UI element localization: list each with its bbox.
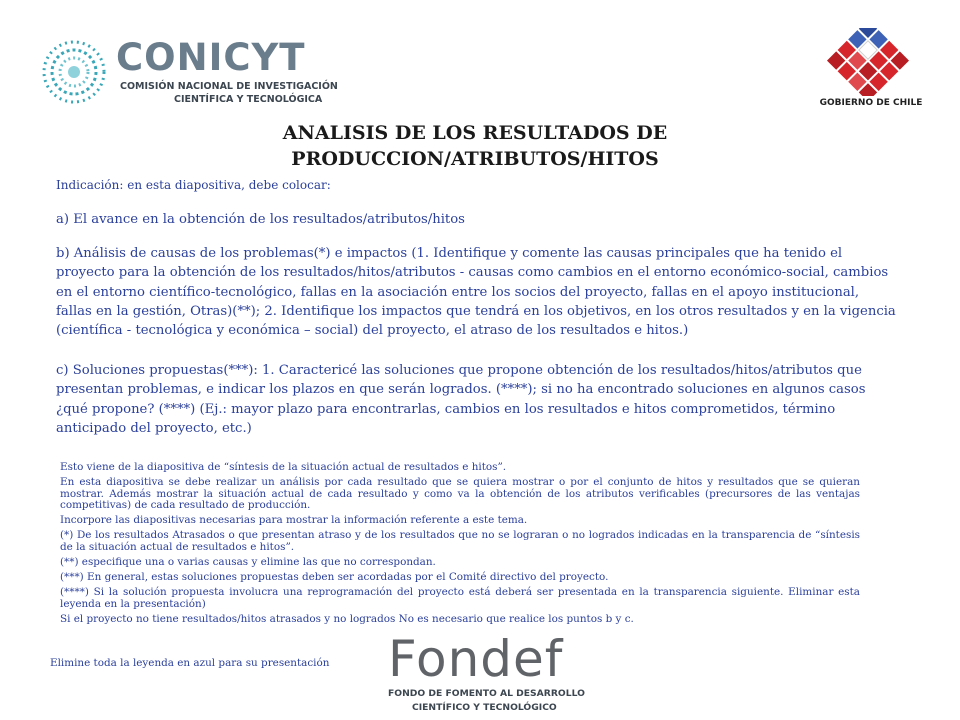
note-text: Esto viene de la diapositiva de “síntesis de la situación actual de resultados e hitos”. [60,461,507,473]
chile-emblem-icon [808,28,928,96]
instruction-paragraph-a: a) El avance en la obtención de los resultados/atributos/hitos [56,212,465,227]
conicyt-logo [36,34,338,110]
note-text: (**) especifique una o varias causas y elimine las que no correspondan. [60,555,436,568]
note-item [50,587,860,610]
note-item [50,557,860,569]
note-item [50,572,860,584]
note-text: (****) Si la solución propuesta involucra una reprogramación del proyecto está deberá ser presentada en la transparencia siguiente. Eliminar esta leyenda en la presentación) [60,586,860,610]
note-item [50,614,860,626]
gobierno-de-chile-text: GOBIERNO DE CHILE [819,98,923,108]
notes-list [50,462,860,629]
conicyt-wordmark: CONICYT [116,36,306,79]
note-text: Si el proyecto no tiene resultados/hitos atrasados y no logrados No es necesario que realice los puntos b y c. [60,612,634,625]
gobierno-de-chile-logo [808,28,928,112]
note-text: (***) En general, estas soluciones propuestas deben ser acordadas por el Comité directivo del proyecto. [60,570,609,583]
note-text: Incorpore las diapositivas necesarias para mostrar la información referente a este tema. [60,514,528,527]
note-item [50,530,860,553]
conicyt-subtitle-2: CIENTÍFICA Y TECNOLÓGICA [174,94,323,105]
fondef-subtitle-2: CIENTÍFICO Y TECNOLÓGICO [412,702,557,713]
title-line-2: PRODUCCION/ATRIBUTOS/HITOS [291,148,659,170]
note-text: En esta diapositiva se debe realizar un análisis por cada resultado que se quiera mostrar o por el conjunto de hitos y resultados que se quieran mostrar. Además mostrar la situación actual de cada resultado y como va la obtención de los atributos verificables (precursores de las ventajas competitivas) de cada resultado de producción. [60,476,860,512]
fondef-logo [384,630,594,718]
title-line-1: ANALISIS DE LOS RESULTADOS DE [282,122,668,144]
instruction-paragraph-c: c) Soluciones propuestas(***): 1. Caractericé las soluciones que propone obtención de los resultados/hitos/atributos que presentan problemas, e indicar los plazos en que serán logrados. (****); si no ha encontrado soluciones en algunos casos ¿qué propone? (****) (Ej.: mayor plazo para encontrarlas, cambios en los resultados e hitos comprometidos, término anticipado del proyecto, etc.) [56,363,866,436]
page-title [150,120,800,172]
instruction-intro: Indicación: en esta diapositiva, debe colocar: [56,178,331,192]
note-item [50,477,860,512]
instruction-paragraph-b: b) Análisis de causas de los problemas(*) e impactos (1. Identifique y comente las causas principales que ha tenido el proyecto para la obtención de los resultados/hitos/atributos - causas como cambios en el entorno económico-social, cambios en el entorno científico-tecnológico, fallas en la asociación entre los socios del proyecto, fallas en el apoyo institucional, fallas en la gestión, Otras)(**); 2. Identifique los impactos que tendrá en los objetivos, en los otros resultados y en la vigencia (científica - tecnológica y económica – social) del proyecto, el atraso de los resultados e hitos.) [56,246,896,339]
conicyt-subtitle-1: COMISIÓN NACIONAL DE INVESTIGACIÓN [120,81,338,92]
fondef-wordmark: Fondef [388,630,564,688]
note-text: (*) De los resultados Atrasados o que presentan atraso y de los resultados que no se lograran o no logrados indicadas en la transparencia de “síntesis de la situación actual de resultados e hitos”. [60,529,860,553]
note-item [50,462,860,474]
note-remove-legend: Elimine toda la leyenda en azul para su presentación [50,657,330,669]
conicyt-emblem-icon [36,34,116,110]
note-item [50,515,860,527]
fondef-subtitle-1: FONDO DE FOMENTO AL DESARROLLO [388,688,585,699]
